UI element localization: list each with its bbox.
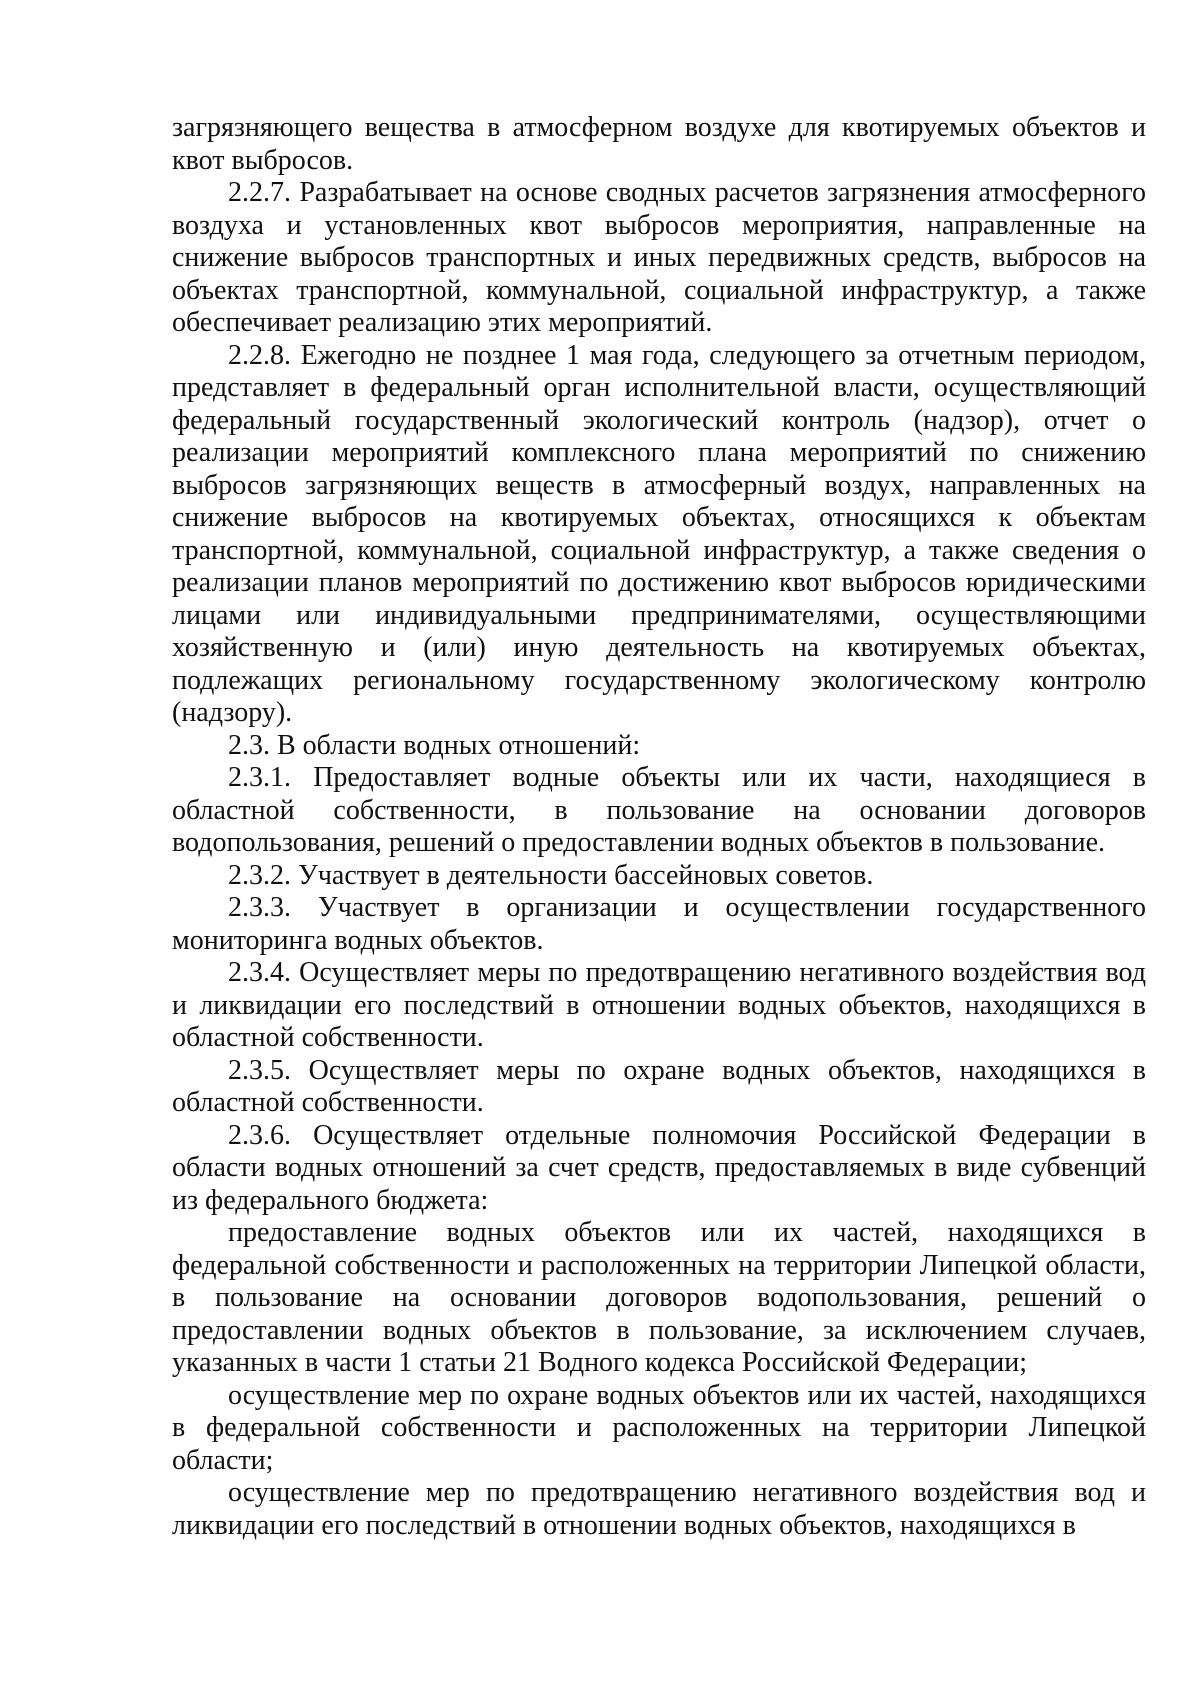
list-item-provision: предоставление водных объектов или их частей, находящихся в федеральной собственности и расположенных на территории Липецкой области, в пользование на основании договоров водопользования, решений о предоставлении водных объектов в пользование, за исключением случаев, указанных в части 1 статьи 21 Водного кодекса Российской Федерации; bbox=[172, 1217, 1146, 1378]
section-heading-2-3: 2.3. В области водных отношений: bbox=[228, 729, 641, 761]
paragraph-2-2-7: 2.2.7. Разрабатывает на основе сводных расчетов загрязнения атмосферного воздуха и установленных квот выбросов мероприятия, направленные на снижение выбросов транспортных и иных передвижных средств, выбросов на объектах транспортной, коммунальной, социальной инфраструктур, а также обеспечивает реализацию этих мероприятий. bbox=[172, 177, 1146, 338]
paragraph-2-3-5: 2.3.5. Осуществляет меры по охране водных объектов, находящихся в областной собственности. bbox=[172, 1054, 1146, 1118]
paragraph-2-3-1: 2.3.1. Предоставляет водные объекты или их части, находящиеся в областной собственности, в пользование на основании договоров водопользования, решений о предоставлении водных объектов в пользование. bbox=[172, 762, 1146, 858]
paragraph-2-3-3: 2.3.3. Участвует в организации и осуществлении государственного мониторинга водных объектов. bbox=[172, 892, 1146, 956]
paragraph-2-3-2: 2.3.2. Участвует в деятельности бассейновых советов. bbox=[228, 859, 874, 891]
document-body bbox=[172, 112, 1146, 1542]
list-item-prevention: осуществление мер по предотвращению негативного воздействия вод и ликвидации его последствий в отношении водных объектов, находящихся в bbox=[172, 1477, 1146, 1541]
paragraph-continuation: загрязняющего вещества в атмосферном воздухе для квотируемых объектов и квот выбросов. bbox=[172, 112, 1146, 176]
list-item-protection: осуществление мер по охране водных объектов или их частей, находящихся в федеральной собственности и расположенных на территории Липецкой области; bbox=[172, 1379, 1146, 1476]
paragraph-2-3-4: 2.3.4. Осуществляет меры по предотвращению негативного воздействия вод и ликвидации его последствий в отношении водных объектов, находящихся в областной собственности. bbox=[172, 957, 1146, 1053]
paragraph-2-2-8: 2.2.8. Ежегодно не позднее 1 мая года, следующего за отчетным периодом, представляет в федеральный орган исполнительной власти, осуществляющий федеральный государственный экологический контроль (надзор), отчет о реализации мероприятий комплексного плана мероприятий по снижению выбросов загрязняющих веществ в атмосферный воздух, направленных на снижение выбросов на квотируемых объектах, относящихся к объектам транспортной, коммунальной, социальной инфраструктур, а также сведения о реализации планов мероприятий по достижению квот выбросов юридическими лицами или индивидуальными предпринимателями, осуществляющими хозяйственную и (или) иную деятельность на квотируемых объектах, подлежащих региональному государственному экологическому контролю (надзору). bbox=[172, 339, 1146, 728]
paragraph-2-3-6: 2.3.6. Осуществляет отдельные полномочия Российской Федерации в области водных отношений за счет средств, предоставляемых в виде субвенций из федерального бюджета: bbox=[172, 1119, 1146, 1216]
